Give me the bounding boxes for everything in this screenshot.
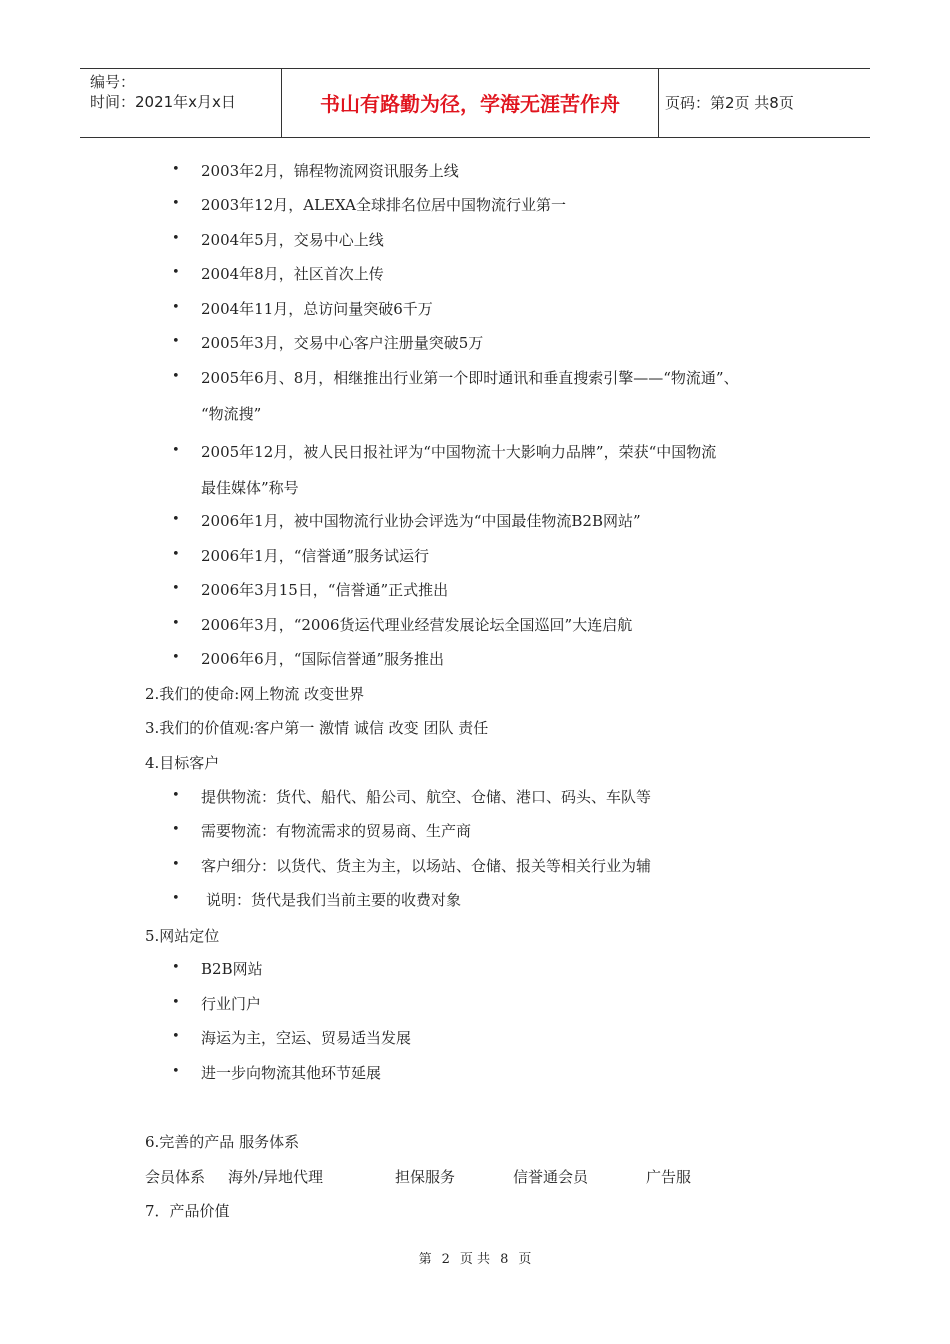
- bullet: •: [172, 196, 180, 211]
- list-item: 2006年3月，“2006货运代理业经营发展论坛全国巡回”大连启航: [201, 616, 633, 634]
- list-item: 2006年1月，“信誉通”服务试运行: [201, 547, 430, 565]
- bullet: •: [172, 162, 180, 177]
- service-item: 担保服务: [395, 1168, 456, 1186]
- bullet: •: [172, 581, 180, 596]
- bullet: •: [172, 512, 180, 527]
- bullet: •: [172, 547, 180, 562]
- bullet: •: [172, 822, 180, 837]
- section-target-customers-title: 4.目标客户: [145, 754, 220, 772]
- service-item: 信誉通会员: [513, 1168, 589, 1186]
- list-item: 2006年1月，被中国物流行业协会评选为“中国最佳物流B2B网站”: [201, 512, 641, 530]
- list-item: 说明：货代是我们当前主要的收费对象: [206, 891, 462, 909]
- bullet: •: [172, 960, 180, 975]
- list-item: 需要物流：有物流需求的贸易商、生产商: [201, 822, 472, 840]
- section-values: 3.我们的价值观:客户第一 激情 诚信 改变 团队 责任: [145, 719, 489, 737]
- footer-current-page: 2: [441, 1252, 450, 1267]
- bullet: •: [172, 995, 180, 1010]
- bullet: •: [172, 300, 180, 315]
- list-item: 2004年8月，社区首次上传: [201, 265, 384, 283]
- list-item: 2006年6月，“国际信誉通”服务推出: [201, 650, 445, 668]
- list-item: 进一步向物流其他环节延展: [201, 1064, 382, 1082]
- list-item: 2005年3月，交易中心客户注册量突破5万: [201, 334, 484, 352]
- document-number-label: 编号：: [90, 73, 136, 91]
- service-item: 广告服: [646, 1168, 692, 1186]
- list-item: 提供物流：货代、船代、船公司、航空、仓储、港口、码头、车队等: [201, 788, 652, 806]
- list-item: 2006年3月15日，“信誉通”正式推出: [201, 581, 449, 599]
- bullet: •: [172, 788, 180, 803]
- bullet: •: [172, 369, 180, 384]
- bullet: •: [172, 857, 180, 872]
- header-left-cell: [80, 69, 282, 137]
- list-item: 2003年2月，锦程物流网资讯服务上线: [201, 162, 459, 180]
- bullet: •: [172, 265, 180, 280]
- header-motto: 书山有路勤为径，学海无涯苦作舟: [282, 69, 659, 137]
- footer-mid: 页 共: [459, 1252, 491, 1267]
- bullet: •: [172, 334, 180, 349]
- list-item: B2B网站: [201, 960, 263, 978]
- service-item: 海外/异地代理: [228, 1168, 324, 1186]
- footer-total-pages: 8: [500, 1252, 509, 1267]
- list-item: 2003年12月，ALEXA全球排名位居中国物流行业第一: [201, 196, 566, 214]
- section-positioning-title: 5.网站定位: [145, 927, 220, 945]
- footer-prefix: 第: [418, 1252, 432, 1267]
- document-time-label: 时间：2021年x月x日: [90, 93, 236, 111]
- bullet: •: [172, 650, 180, 665]
- list-item-continuation: “物流搜”: [201, 405, 262, 423]
- page-header: [80, 68, 870, 138]
- bullet: •: [172, 231, 180, 246]
- section-mission: 2.我们的使命:网上物流 改变世界: [145, 685, 365, 703]
- bullet: •: [172, 443, 180, 458]
- service-item: 会员体系: [145, 1168, 206, 1186]
- list-item: 行业门户: [201, 995, 262, 1013]
- page-footer: [0, 1248, 950, 1267]
- section-product-value-title: 7．产品价值: [145, 1202, 230, 1220]
- bullet: •: [172, 891, 180, 906]
- list-item: 2004年11月，总访问量突破6千万: [201, 300, 433, 318]
- list-item: 2005年12月，被人民日报社评为“中国物流十大影响力品牌”，荣获“中国物流: [201, 443, 717, 461]
- list-item: 海运为主，空运、贸易适当发展: [201, 1029, 412, 1047]
- header-page-number: 页码：第2页 共8页: [665, 94, 794, 112]
- bullet: •: [172, 1029, 180, 1044]
- bullet: •: [172, 616, 180, 631]
- section-products-title: 6.完善的产品 服务体系: [145, 1133, 300, 1151]
- list-item: 客户细分：以货代、货主为主，以场站、仓储、报关等相关行业为辅: [201, 857, 652, 875]
- list-item: 2005年6月、8月，相继推出行业第一个即时通讯和垂直搜索引擎——“物流通”、: [201, 369, 739, 387]
- bullet: •: [172, 1064, 180, 1079]
- footer-suffix: 页: [518, 1252, 532, 1267]
- list-item: 2004年5月，交易中心上线: [201, 231, 384, 249]
- list-item-continuation: 最佳媒体”称号: [201, 479, 299, 497]
